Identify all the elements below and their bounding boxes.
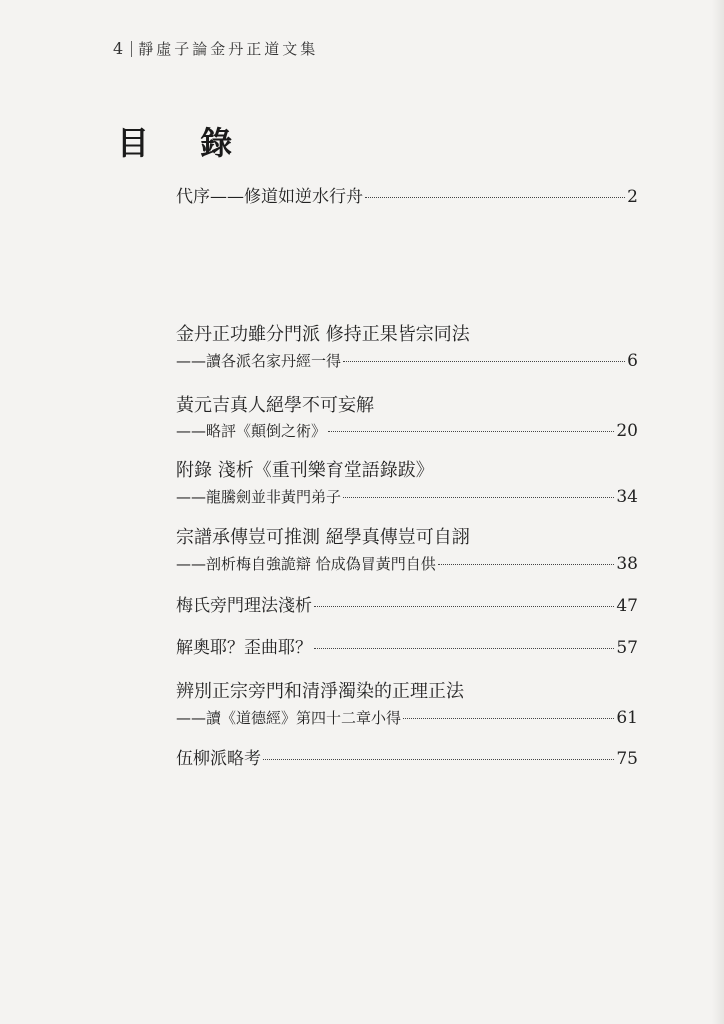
dot-leader xyxy=(314,606,614,607)
toc-entry-title: 代序——修道如逆水行舟 xyxy=(176,187,363,207)
toc-entry[interactable] xyxy=(176,420,638,442)
dot-leader xyxy=(438,564,615,565)
dot-leader xyxy=(263,759,614,760)
toc-entry-title: 伍柳派略考 xyxy=(176,749,261,769)
toc-entry-page: 20 xyxy=(616,421,638,441)
toc-entry-heading[interactable]: 辨別正宗旁門和清淨濁染的正理正法 xyxy=(176,681,464,702)
toc-entry-page: 2 xyxy=(627,187,638,207)
toc-entry-page: 75 xyxy=(616,749,638,769)
toc-entry-heading[interactable]: 黃元吉真人絕學不可妄解 xyxy=(176,395,374,416)
toc-entry-subtitle: ——讀《道德經》第四十二章小得 xyxy=(176,709,402,727)
dot-leader xyxy=(343,497,614,498)
toc-entry-page: 57 xyxy=(616,638,638,658)
toc-entry-subtitle: ——略評《顛倒之術》 xyxy=(176,422,327,440)
toc-entry[interactable] xyxy=(176,707,638,729)
toc-title: 目 錄 xyxy=(117,124,253,162)
toc-entry-subtitle: ——龍騰劍並非黃門弟子 xyxy=(176,488,342,506)
toc-entry-subtitle: ——剖析梅自強詭辯 恰成偽冒黃門自供 xyxy=(176,555,436,573)
toc-entry-heading[interactable]: 宗譜承傳豈可推測 絕學真傳豈可自詡 xyxy=(176,527,470,548)
toc-entry-subtitle: ——讀各派名家丹經一得 xyxy=(176,352,342,370)
toc-entry-page: 6 xyxy=(627,351,638,371)
dot-leader xyxy=(365,197,625,198)
dot-leader xyxy=(314,648,614,649)
toc-entry[interactable] xyxy=(176,595,638,617)
toc-entry[interactable] xyxy=(176,350,638,372)
toc-entry[interactable] xyxy=(176,553,638,575)
page-edge xyxy=(712,0,724,1024)
dot-leader xyxy=(343,361,625,362)
toc-entry-page: 61 xyxy=(616,708,638,728)
toc-entry[interactable] xyxy=(176,186,638,208)
book-title: 靜虛子論金丹正道文集 xyxy=(138,40,319,58)
toc-entry-title: 解奧耶？歪曲耶？ xyxy=(176,638,312,658)
toc-entry-title: 梅氏旁門理法淺析 xyxy=(176,596,312,616)
running-head xyxy=(113,38,318,59)
toc-entry-page: 34 xyxy=(616,487,638,507)
page-number: 4 xyxy=(113,39,126,58)
toc-entry-page: 38 xyxy=(616,554,638,574)
toc-entry[interactable] xyxy=(176,637,638,659)
toc-entry-heading[interactable]: 金丹正功雖分門派 修持正果皆宗同法 xyxy=(176,324,470,345)
toc-entry[interactable] xyxy=(176,486,638,508)
dot-leader xyxy=(328,431,614,432)
dot-leader xyxy=(403,718,614,719)
toc-entry[interactable] xyxy=(176,748,638,770)
header-divider xyxy=(131,41,132,57)
toc-entry-heading[interactable]: 附錄 淺析《重刊樂育堂語錄跋》 xyxy=(176,460,434,481)
toc-entry-page: 47 xyxy=(616,596,638,616)
